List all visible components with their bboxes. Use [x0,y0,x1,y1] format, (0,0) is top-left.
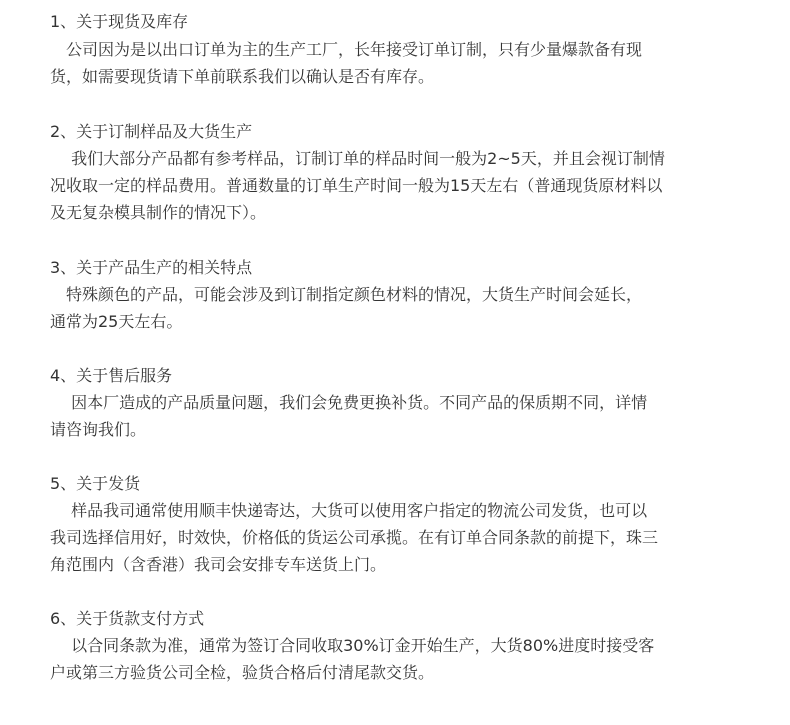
section-text-line: 特殊颜色的产品，可能会涉及到订制指定颜色材料的情况，大货生产时间会延长， [50,285,643,304]
section-text-line: 我司选择信用好，时效快，价格低的货运公司承揽。在有订单合同条款的前提下，珠三 [50,528,659,547]
section-heading: 3、关于产品生产的相关特点 [50,258,253,277]
section-heading: 6、关于货款支付方式 [50,609,205,628]
section-text-line: 请咨询我们。 [50,420,147,439]
section-text-line: 况收取一定的样品费用。普通数量的订单生产时间一般为15天左右（普通现货原材料以 [50,176,663,195]
section-text-line: 货，如需要现货请下单前联系我们以确认是否有库存。 [50,67,435,86]
section-text-line: 我们大部分产品都有参考样品，订制订单的样品时间一般为2~5天，并且会视订制情 [50,149,665,168]
section-text-line: 及无复杂模具制作的情况下）。 [50,203,267,222]
section-heading: 2、关于订制样品及大货生产 [50,122,253,141]
section-text-line: 角范围内（含香港）我司会安排专车送货上门。 [50,555,387,574]
section-text-line: 样品我司通常使用顺丰快递寄达，大货可以使用客户指定的物流公司发货，也可以 [50,501,648,520]
section-heading: 5、关于发货 [50,474,141,493]
section-text-line: 以合同条款为准，通常为签订合同收取30%订金开始生产，大货80%进度时接受客 [50,636,655,655]
section-heading: 4、关于售后服务 [50,366,173,385]
section-text-line: 公司因为是以出口订单为主的生产工厂，长年接受订单订制，只有少量爆款备有现 [50,40,643,59]
section-text-line: 通常为25天左右。 [50,312,183,331]
section-text-line: 户或第三方验货公司全检，验货合格后付清尾款交货。 [50,663,435,682]
section-text-line: 因本厂造成的产品质量问题，我们会免费更换补货。不同产品的保质期不同，详情 [50,393,648,412]
section-heading: 1、关于现货及库存 [50,12,189,31]
